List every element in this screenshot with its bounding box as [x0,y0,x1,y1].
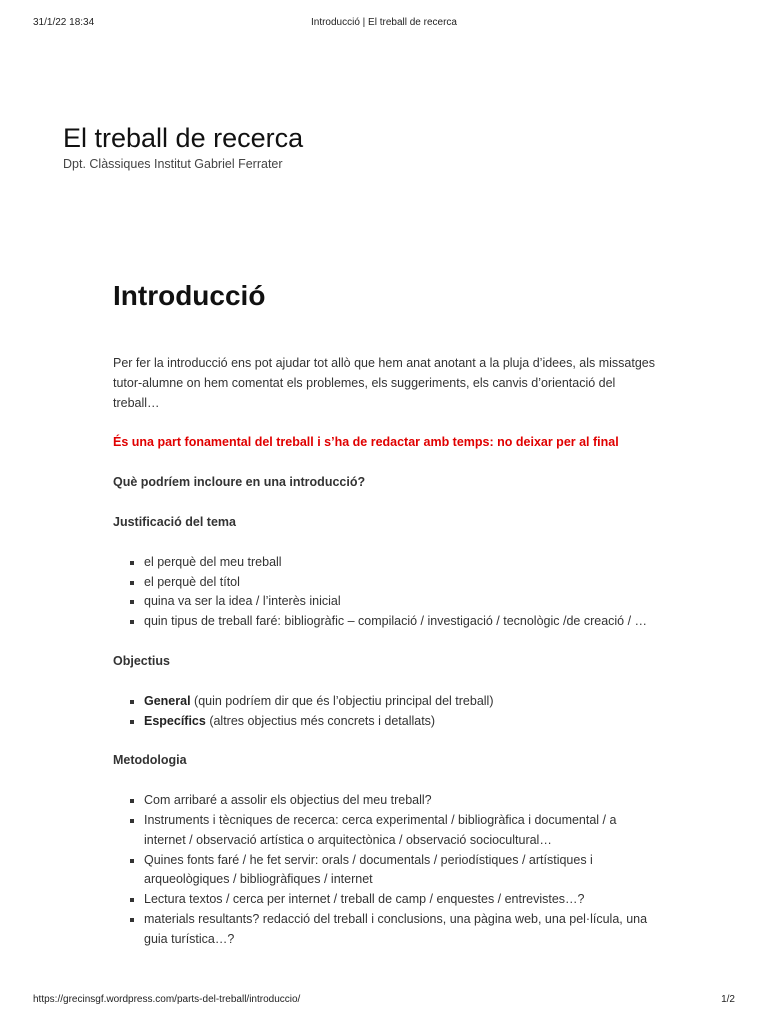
list-objectius [113,692,658,732]
list-item-bold: General [144,693,191,708]
article-content [113,278,658,970]
list-item [113,553,658,573]
list-item [113,692,658,712]
list-metodologia [113,791,658,949]
square-bullet-icon [130,898,134,902]
page-number: 1/2 [721,994,735,1005]
print-datetime: 31/1/22 18:34 [33,17,95,28]
list-item-text: el perquè del meu treball [144,554,282,569]
list-item [113,791,658,811]
list-item [113,811,658,851]
list-item-text: materials resultants? redacció del treball i conclusions, una pàgina web, una pel·lícula, una guia turística…? [144,911,648,946]
print-footer [33,994,735,1008]
list-item-text: Com arribaré a assolir els objectius del meu treball? [144,793,432,808]
list-item [113,851,658,891]
page-title: Introducció [113,280,266,311]
list-item [113,890,658,910]
square-bullet-icon [130,561,134,565]
print-header [33,17,735,31]
section-heading-metodologia: Metodologia [113,753,187,768]
square-bullet-icon [130,581,134,585]
site-title-link[interactable]: El treball de recerca [63,123,304,153]
list-item [113,712,658,732]
page-url-link[interactable]: https://grecinsgf.wordpress.com/parts-del-treball/introduccio/ [33,994,301,1005]
list-item-text: el perquè del títol [144,574,240,589]
square-bullet-icon [130,600,134,604]
square-bullet-icon [130,700,134,704]
square-bullet-icon [130,799,134,803]
list-justificacio [113,553,658,632]
list-item-bold: Específics [144,713,206,728]
square-bullet-icon [130,620,134,624]
section-heading-justificacio: Justificació del tema [113,514,236,529]
list-item-text: Instruments i tècniques de recerca: cerca experimental / bibliogràfica i documental / a internet / observació artística o arquitectònica / observació sociocultural… [144,812,617,847]
square-bullet-icon [130,720,134,724]
site-description: Dpt. Clàssiques Institut Gabriel Ferrater [63,157,283,171]
highlight-paragraph: És una part fonamental del treball i s’ha de redactar amb temps: no deixar per al final [113,435,619,450]
square-bullet-icon [130,859,134,863]
list-item [113,573,658,593]
list-item-text: Lectura textos / cerca per internet / treball de camp / enquestes / entrevistes…? [144,892,585,907]
print-doc-title: Introducció | El treball de recerca [310,17,457,28]
list-item [113,592,658,612]
list-item-text: (quin podríem dir que és l’objectiu principal del treball) [190,693,494,708]
list-item-text: quina va ser la idea / l’interès inicial [144,594,341,609]
square-bullet-icon [130,918,134,922]
square-bullet-icon [130,819,134,823]
list-item [113,612,658,632]
list-item [113,910,658,950]
section-heading-objectius: Objectius [113,653,170,668]
list-item-text: Quines fonts faré / he fet servir: orals / documentals / periodístiques / artístiques i arqueològiques / bibliogràfiques / internet [144,852,593,887]
question-heading: Què podríem incloure en una introducció? [113,475,366,490]
intro-paragraph: Per fer la introducció ens pot ajudar tot allò que hem anat anotant a la pluja d’idees, als missatges tutor-alumne on hem comentat els problemes, els suggeriments, els canvis d’orientació del treball… [113,356,655,410]
list-item-text: (altres objectius més concrets i detallats) [205,713,436,728]
list-item-text: quin tipus de treball faré: bibliogràfic – compilació / investigació / tecnològic /de creació / … [144,614,648,629]
